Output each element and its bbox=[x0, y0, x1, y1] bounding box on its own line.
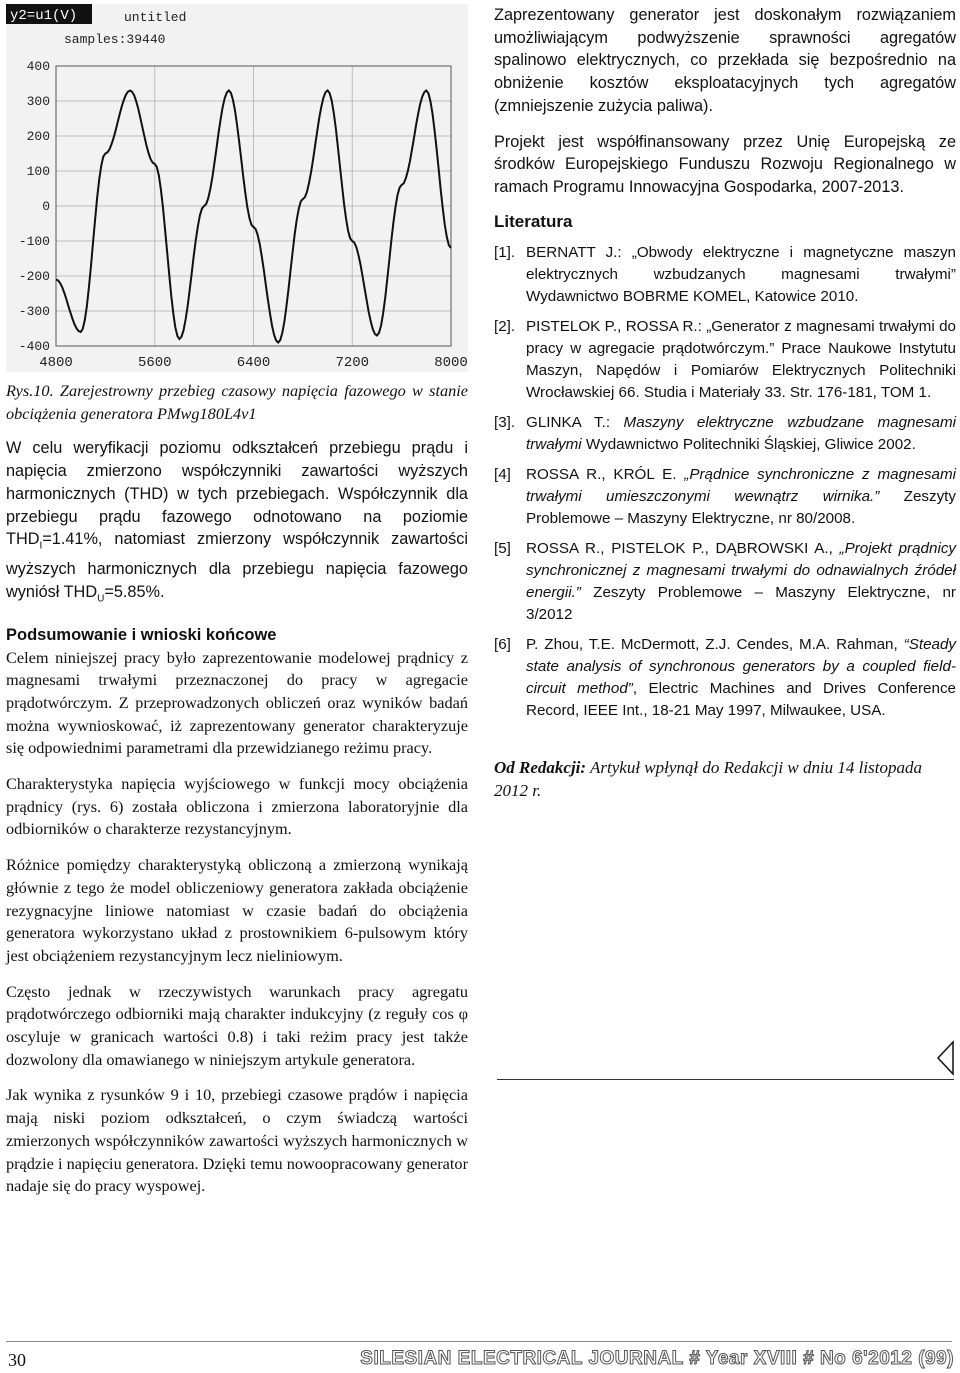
thd-text-a: W celu weryfikacji poziomu odkształceń przebiegu prądu i napięcia zmierzono współczynniki zawartości wyższych harmonicznych (THD) w tych przebiegach. Współczynnik dla przebiegu prądu fazowego odnotowano na poziomie THD bbox=[6, 439, 468, 549]
editor-note-text: Artykuł wpłynął do Redakcji w dniu 14 listopada 2012 r. bbox=[494, 757, 922, 800]
right-column bbox=[494, 4, 956, 802]
editor-note-label: Od Redakcji: bbox=[494, 757, 587, 777]
separator-line bbox=[497, 1079, 954, 1080]
footer-rule bbox=[6, 1341, 952, 1342]
conclusions-paragraph-4: Często jednak w rzeczywistych warunkach pracy agregatu prądotwórczego odbiorniki mają charakter indukcyjny (z reguły cos φ oscyluje w granicach wartości 0.8) i taki reżim pracy jest także dozwolony dla omawianego w niniejszym artykule generatora. bbox=[6, 981, 468, 1069]
y-tick-label: 400 bbox=[26, 59, 50, 74]
y-tick-label: -200 bbox=[18, 269, 50, 284]
conclusions-paragraph-1: Celem niniejszej pracy było zaprezentowanie modelowej prądnicy z magnesami trwałymi przeznaczonej do pracy w agregacie prądotwórczym. Z przeprowadzonych obliczeń oraz wyników badań można wywnioskować, iż zaprezentowany generator charakteryzuje się odpowiednimi parametrami dla przewidzianego reżimu pracy. bbox=[6, 647, 468, 758]
x-tick-label: 4800 bbox=[39, 355, 73, 371]
y-tick-label: 100 bbox=[26, 164, 50, 179]
reference-number: [3]. bbox=[494, 413, 516, 431]
reference-item bbox=[494, 316, 956, 404]
conclusions-paragraph-2: Charakterystyka napięcia wyjściowego w funkcji mocy obciążenia prądnicy (rys. 6) została obliczona i zmierzona laboratoryjnie dla odbiorników o charakterze rezystancyjnym. bbox=[6, 774, 468, 839]
left-column bbox=[6, 380, 468, 1198]
triangle-marker-icon bbox=[936, 1040, 956, 1076]
reference-text: ROSSA R., KRÓL E. „Prądnice synchroniczne z magnesami trwałymi umieszczonymi wewnątrz wirnika.” Zeszyty Problemowe – Maszyny Elektryczne, nr 80/2008. bbox=[526, 465, 956, 527]
y-tick-label: -300 bbox=[18, 304, 50, 319]
reference-item bbox=[494, 634, 956, 722]
thd-text-c: =5.85%. bbox=[104, 582, 165, 601]
y-tick-label: 300 bbox=[26, 94, 50, 109]
reference-number: [4] bbox=[494, 465, 511, 483]
reference-text: ROSSA R., PISTELOK P., DĄBROWSKI A., „Projekt prądnicy synchronicznej z magnesami trwałymi do odnawialnych źródeł energii.” Zeszyty Problemowe – Maszyny Elektryczne, nr 3/2012 bbox=[526, 539, 957, 623]
reference-number: [6] bbox=[494, 635, 511, 653]
figure-caption bbox=[6, 380, 468, 425]
y-tick-label: 200 bbox=[26, 129, 50, 144]
samples-readout: samples:39440 bbox=[64, 32, 166, 47]
reference-text: BERNATT J.: „Obwody elektryczne i magnetyczne maszyn elektrycznych wzbudzanych magnesami trwałymi” Wydawnictwo BOBRME KOMEL, Katowice 2010. bbox=[526, 243, 956, 305]
x-tick-label: 7200 bbox=[335, 355, 370, 371]
x-tick-label: 5600 bbox=[137, 355, 172, 371]
oscillogram-plot bbox=[6, 4, 468, 372]
y-tick-label: 0 bbox=[42, 199, 50, 214]
reference-text: GLINKA T.: Maszyny elektryczne wzbudzane magnesami trwałymi Wydawnictwo Politechniki Śląskiej, Gliwice 2002. bbox=[526, 413, 956, 453]
thd-paragraph bbox=[6, 437, 468, 610]
conclusions-paragraph-3: Różnice pomiędzy charakterystyką obliczoną a zmierzoną wynikają głównie z tego że model obliczeniowy generatora zakłada obciążenie rezygnacyjne liniowe natomiast w czasie badań do obciążenia generatora wykorzystano układ z prostownikiem 6-pulsowym który jest obciążeniem rezystancyjnym lecz nieliniowym. bbox=[6, 855, 468, 965]
y-tick-label: -100 bbox=[18, 234, 50, 249]
conclusions-paragraph-5: Jak wynika z rysunków 9 i 10, przebiegi czasowe prądów i napięcia mają niski poziom odkształceń, o czym świadczą wartości zmierzonych współczynników zawartości wyższych harmonicznych w prądzie i napięciu generatora. Dzięki temu nowoopracowany generator nadaje się do pracy wyspowej. bbox=[6, 1085, 468, 1196]
channel-label: y2=u1(V) bbox=[10, 8, 78, 24]
summary-paragraph: Zaprezentowany generator jest doskonałym rozwiązaniem umożliwiającym podwyższenie sprawności agregatów spalinowo elektrycznych, co przekłada się bezpośrednio na obniżenie kosztów eksploatacyjnych tych agregatów (zmniejszenie zużycia paliwa). bbox=[494, 6, 956, 115]
section-heading: Podsumowanie i wnioski końcowe bbox=[6, 625, 277, 644]
x-tick-label: 6400 bbox=[236, 355, 271, 371]
page-number: 30 bbox=[8, 1350, 26, 1370]
y-tick-label: -400 bbox=[18, 339, 50, 354]
journal-footer: SILESIAN ELECTRICAL JOURNAL # Year XVIII # No 6'2012 (99) bbox=[360, 1348, 954, 1369]
plot-title: untitled bbox=[124, 10, 187, 25]
literature-heading: Literatura bbox=[494, 211, 573, 231]
thd-sub-i: I bbox=[39, 540, 43, 552]
figure-caption-text: Zarejestrowny przebieg czasowy napięcia fazowego w stanie obciążenia generatora PMwg180L4v1 bbox=[6, 381, 468, 423]
reference-number: [2]. bbox=[494, 317, 516, 335]
reference-item bbox=[494, 464, 956, 530]
reference-number: [5] bbox=[494, 539, 511, 557]
reference-item bbox=[494, 242, 956, 308]
reference-list bbox=[494, 242, 956, 722]
funding-paragraph: Projekt jest współfinansowany przez Unię Europejską ze środków Europejskiego Funduszu Rozwoju Regionalnego w ramach Programu Innowacyjna Gospodarka, 2007-2013. bbox=[494, 132, 956, 196]
editor-note bbox=[494, 756, 956, 802]
reference-text: PISTELOK P., ROSSA R.: „Generator z magnesami trwałymi do pracy w agregacie prądotwórczym.” Prace Naukowe Instytutu Maszyn, Napędów i Pomiarów Elektrycznych Politechniki Wrocławskiej 66. Studia i Materiały 33. Str. 176-181, TOM 1. bbox=[526, 317, 956, 401]
thd-text-b: =1.41%, natomiast zmierzony współczynnik zawartości wyższych harmonicznych dla przebiegu napięcia fazowego wyniósł THD bbox=[6, 530, 468, 601]
reference-item bbox=[494, 538, 956, 626]
figure-caption-label: Rys.10. bbox=[6, 381, 54, 400]
thd-sub-u: U bbox=[97, 593, 105, 605]
reference-number: [1]. bbox=[494, 243, 516, 261]
oscillogram-figure bbox=[6, 4, 468, 372]
x-tick-label: 8000 bbox=[434, 355, 468, 371]
reference-text: P. Zhou, T.E. McDermott, Z.J. Cendes, M.A. Rahman, “Steady state analysis of synchronous generators by a coupled field-circuit method”, Electric Machines and Drives Conference Record, IEEE Int., 18-21 May 1997, Milwaukee, USA. bbox=[526, 635, 956, 719]
reference-item bbox=[494, 412, 956, 456]
